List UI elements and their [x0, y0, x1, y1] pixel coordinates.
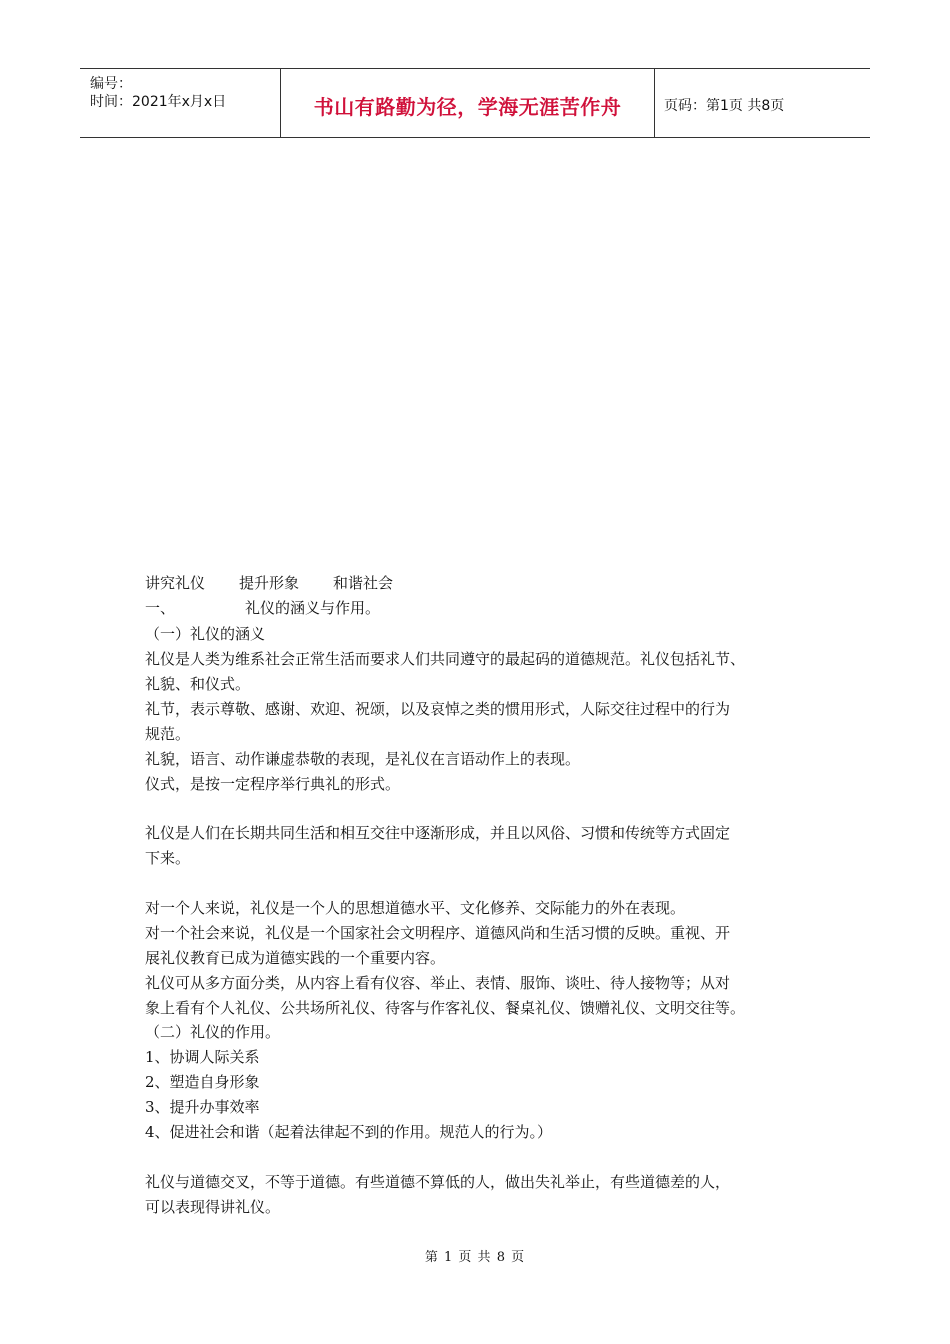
list-item: 1、协调人际关系: [145, 1048, 260, 1066]
header-page-cell: [654, 69, 870, 137]
title-part-2: 提升形象: [239, 574, 300, 592]
text-line: 展礼仪教育已成为道德实践的一个重要内容。: [145, 949, 446, 967]
list-item: 3、提升办事效率: [145, 1098, 260, 1116]
section-heading: [145, 598, 380, 618]
list-item: 4、促进社会和谐（起着法律起不到的作用。规范人的行为。）: [145, 1123, 553, 1141]
list-item: 2、塑造自身形象: [145, 1073, 260, 1091]
title-part-3: 和谐社会: [333, 574, 394, 592]
text-line: 仪式，是按一定程序举行典礼的形式。: [145, 775, 401, 793]
text-line: 对一个社会来说，礼仪是一个国家社会文明程序、道德风尚和生活习惯的反映。重视、开: [145, 924, 731, 942]
number-label: 编号：: [90, 76, 132, 92]
text-line: 礼仪是人类为维系社会正常生活而要求人们共同遵守的最起码的道德规范。礼仪包括礼节、: [145, 650, 746, 668]
section-number: 一、: [145, 599, 176, 617]
page-footer: 第 1 页 共 8 页: [424, 1250, 526, 1265]
text-line: 礼仪可从多方面分类，从内容上看有仪容、举止、表情、服饰、谈吐、待人接物等；从对: [145, 974, 731, 992]
title-part-1: 讲究礼仪: [145, 574, 206, 592]
text-line: 礼貌，语言、动作谦虚恭敬的表现，是礼仪在言语动作上的表现。: [145, 750, 581, 768]
text-line: 礼仪是人们在长期共同生活和相互交往中逐渐形成，并且以风俗、习惯和传统等方式固定: [145, 824, 731, 842]
text-line: （一）礼仪的涵义: [145, 625, 266, 643]
section-heading-text: 礼仪的涵义与作用。: [245, 599, 381, 617]
header-info-cell: [80, 69, 280, 137]
text-line: 象上看有个人礼仪、公共场所礼仪、待客与作客礼仪、餐桌礼仪、馈赠礼仪、文明交往等。: [145, 999, 746, 1017]
header-motto-cell: [280, 69, 655, 137]
text-line: 下来。: [145, 849, 191, 867]
text-line: （二）礼仪的作用。: [145, 1023, 281, 1041]
text-line: 礼节，表示尊敬、感谢、欢迎、祝颂，以及哀悼之类的惯用形式，人际交往过程中的行为: [145, 700, 731, 718]
text-line: 礼仪与道德交叉，不等于道德。有些道德不算低的人，做出失礼举止，有些道德差的人，: [145, 1173, 731, 1191]
document-title: [145, 573, 393, 593]
header-page-info: 页码：第1页 共8页: [664, 98, 785, 114]
text-line: 可以表现得讲礼仪。: [145, 1198, 281, 1216]
page-header: [80, 68, 870, 138]
text-line: 规范。: [145, 725, 191, 743]
time-label: 时间：2021年x月x日: [90, 94, 227, 110]
motto: 书山有路勤为径，学海无涯苦作舟: [313, 95, 622, 119]
text-line: 对一个人来说，礼仪是一个人的思想道德水平、文化修养、交际能力的外在表现。: [145, 899, 686, 917]
text-line: 礼貌、和仪式。: [145, 675, 251, 693]
